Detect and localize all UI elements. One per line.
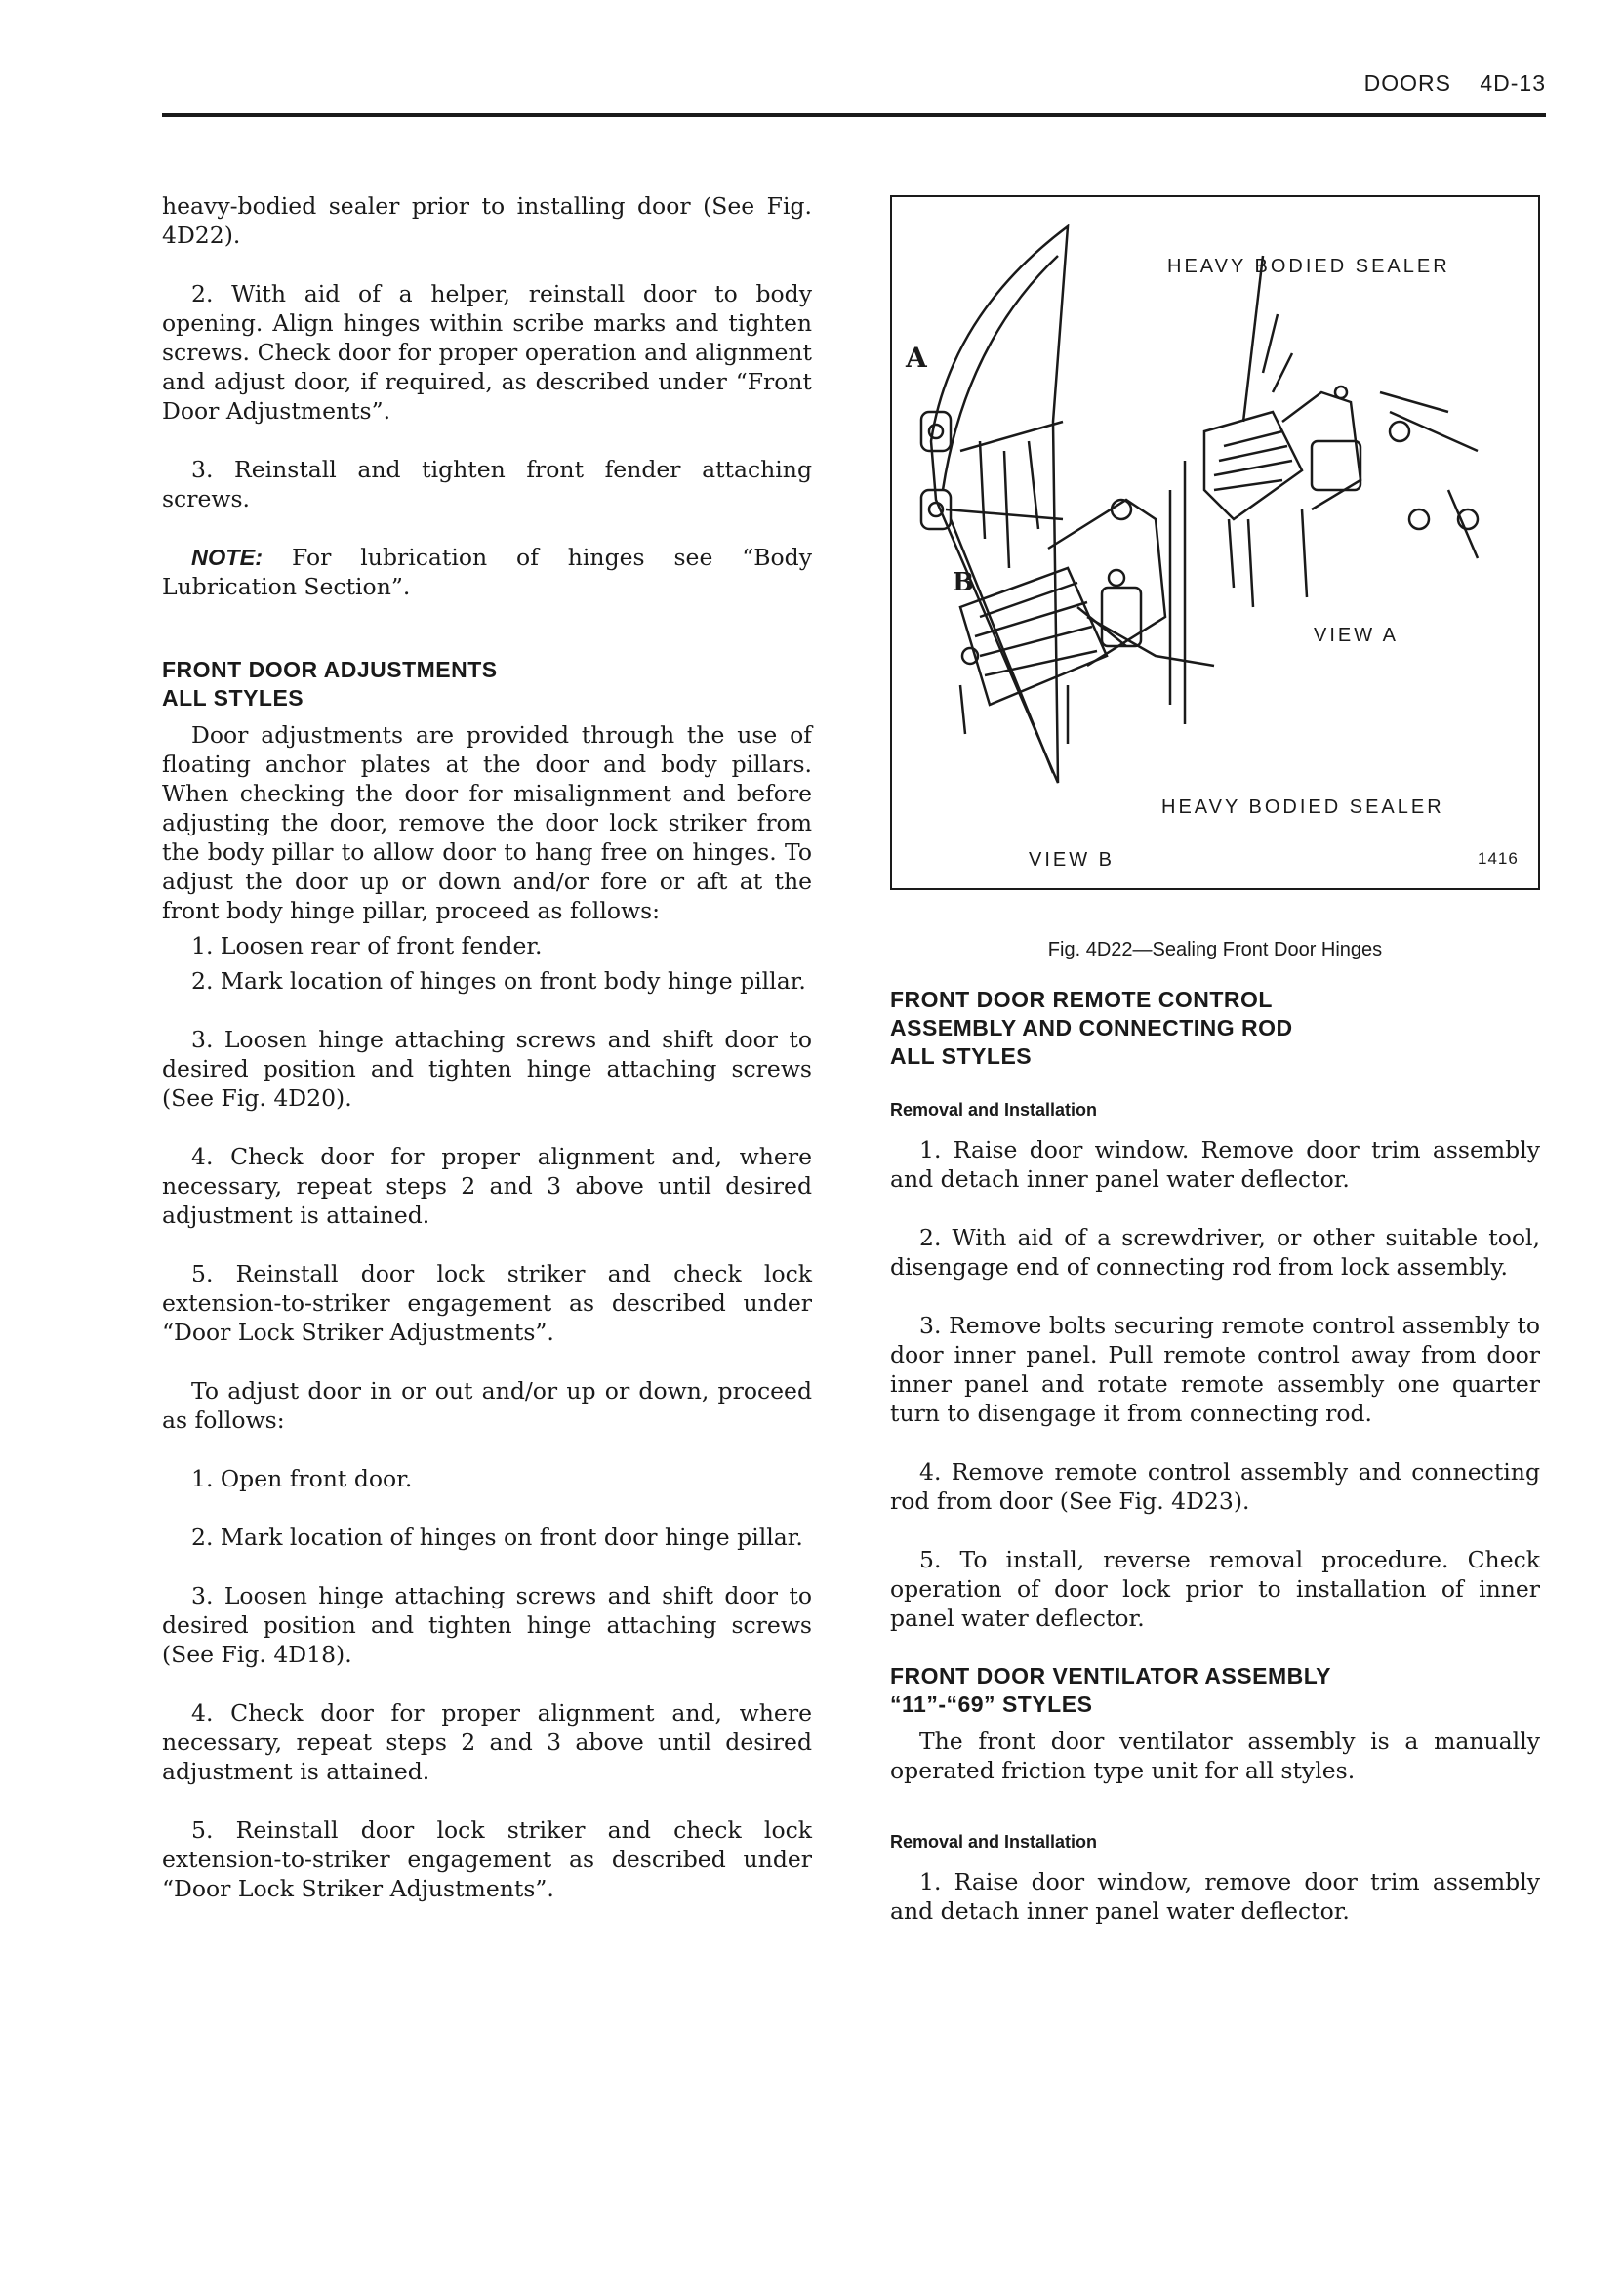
heading-remote-control: FRONT DOOR REMOTE CONTROL ASSEMBLY AND CONNECTING ROD ALL STYLES <box>890 987 1293 1069</box>
note-lubrication: NOTE: For lubrication of hinges see “Body Lubrication Section”. <box>162 544 812 600</box>
label-view-a: VIEW A <box>1314 625 1399 646</box>
step-reinstall-door: 2. With aid of a helper, reinstall door to body opening. Align hinges within scribe marks and tighten screws. Check door for proper operation and alignment and adjust door, if required, as described under “Front Door Adjustments”. <box>162 280 812 425</box>
note-label: NOTE: <box>191 545 264 570</box>
paragraph-in-out: To adjust door in or out and/or up or down, proceed as follows: <box>162 1377 812 1434</box>
step-loosen-hinge-screws-2: 3. Loosen hinge attaching screws and shift door to desired position and tighten hinge attaching screws (See Fig. 4D18). <box>162 1582 812 1668</box>
label-view-b: VIEW B <box>1029 849 1116 871</box>
page-number: 4D-13 <box>1480 70 1546 96</box>
paragraph-adjustments: Door adjustments are provided through the use of floating anchor plates at the door and body pillars. When checking the door for misalignment and before adjusting the door, remove the door lock striker from the body pillar to allow door to hang free on hinges. To adjust the door up or down and/or fore or aft at the front body hinge pillar, proceed as follows: <box>162 721 812 924</box>
step-remove-assembly: 4. Remove remote control assembly and connecting rod from door (See Fig. 4D23). <box>890 1458 1540 1515</box>
step-raise-window: 1. Raise door window. Remove door trim assembly and detach inner panel water deflector. <box>890 1136 1540 1193</box>
section-title: DOORS <box>1363 70 1451 96</box>
step-disengage-rod: 2. With aid of a screwdriver, or other suitable tool, disengage end of connecting rod from lock assembly. <box>890 1224 1540 1281</box>
step-loosen-hinge-screws: 3. Loosen hinge attaching screws and shift door to desired position and tighten hinge attaching screws (See Fig. 4D20). <box>162 1026 812 1112</box>
step-open-door: 1. Open front door. <box>191 1465 413 1492</box>
step-raise-window-2: 1. Raise door window, remove door trim assembly and detach inner panel water deflector. <box>890 1868 1540 1925</box>
left-column <box>162 191 812 1933</box>
step-check-alignment: 4. Check door for proper alignment and, where necessary, repeat steps 2 and 3 above until desired adjustment is attained. <box>162 1143 812 1229</box>
step-reinstall-striker-2: 5. Reinstall door lock striker and check lock extension-to-striker engagement as described under “Door Lock Striker Adjustments”. <box>162 1816 812 1902</box>
step-check-alignment-2: 4. Check door for proper alignment and, where necessary, repeat steps 2 and 3 above until desired adjustment is attained. <box>162 1699 812 1785</box>
step-reinstall-striker: 5. Reinstall door lock striker and check lock extension-to-striker engagement as described under “Door Lock Striker Adjustments”. <box>162 1260 812 1346</box>
header-rule <box>162 113 1546 117</box>
step-mark-door-hinges: 2. Mark location of hinges on front door hinge pillar. <box>191 1524 803 1551</box>
step-remove-bolts: 3. Remove bolts securing remote control assembly to door inner panel. Pull remote control away from door inner panel and rotate remote assembly one quarter turn to disengage it from connecting rod. <box>890 1312 1540 1427</box>
heading-front-door-adjustments: FRONT DOOR ADJUSTMENTS ALL STYLES <box>162 657 498 711</box>
hinge-illustration <box>892 197 1538 888</box>
label-heavy-bodied-sealer-top: HEAVY BODIED SEALER <box>1167 256 1450 277</box>
subheading-removal-installation: Removal and Installation <box>890 1100 1098 1120</box>
figure-sealing-hinges <box>890 195 1540 890</box>
step-reinstall-fender-screws: 3. Reinstall and tighten front fender attaching screws. <box>162 456 812 512</box>
page-header <box>1343 70 1546 97</box>
label-b: B <box>953 568 977 597</box>
heading-ventilator-assembly: FRONT DOOR VENTILATOR ASSEMBLY “11”-“69” STYLES <box>890 1663 1332 1717</box>
figure-caption: Fig. 4D22—Sealing Front Door Hinges <box>1047 939 1383 960</box>
subheading-removal-installation-2: Removal and Installation <box>890 1832 1098 1852</box>
step-mark-body-hinges: 2. Mark location of hinges on front body hinge pillar. <box>191 967 806 995</box>
paragraph-intro: heavy-bodied sealer prior to installing door (See Fig. 4D22). <box>162 192 812 249</box>
step-loosen-fender: 1. Loosen rear of front fender. <box>191 932 543 959</box>
figure-number: 1416 <box>1478 849 1519 868</box>
paragraph-ventilator: The front door ventilator assembly is a manually operated friction type unit for all styles. <box>890 1728 1540 1784</box>
right-column <box>890 986 1540 1955</box>
step-install-reverse: 5. To install, reverse removal procedure. Check operation of door lock prior to installation of inner panel water deflector. <box>890 1546 1540 1632</box>
label-a: A <box>906 342 930 374</box>
label-heavy-bodied-sealer-bottom: HEAVY BODIED SEALER <box>1161 796 1444 818</box>
